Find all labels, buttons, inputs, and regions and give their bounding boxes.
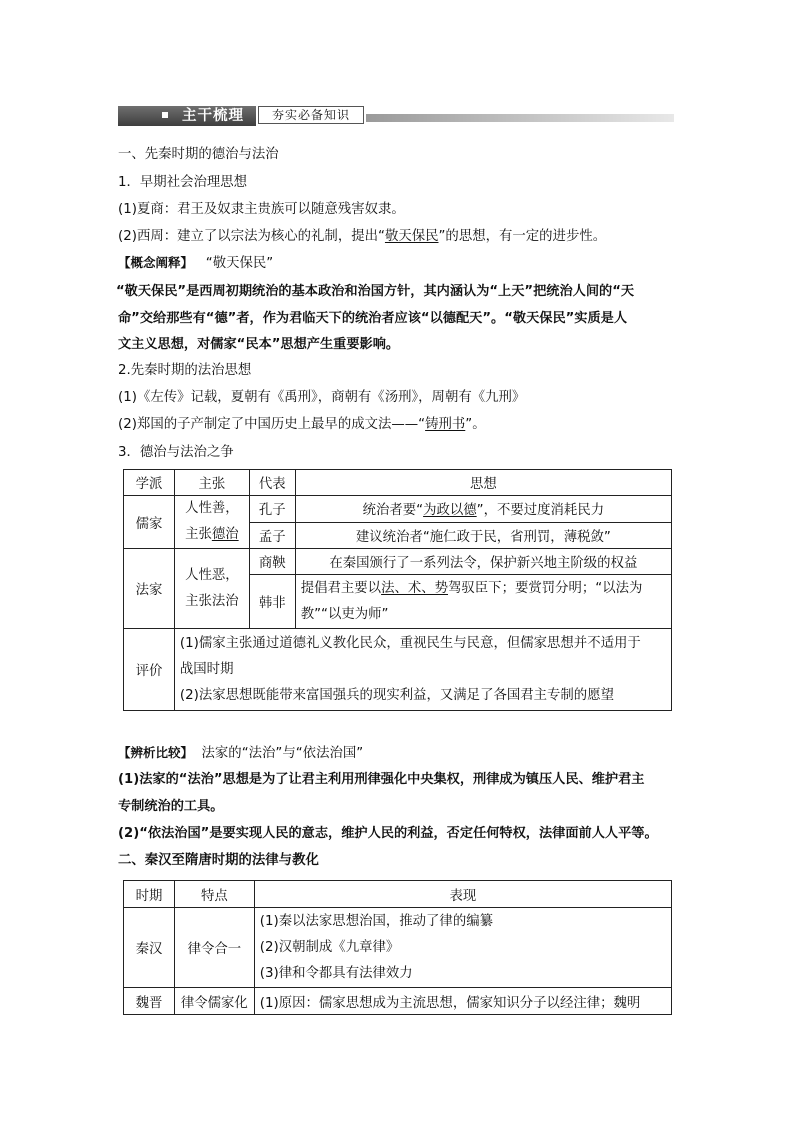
feature-qinhan: 律令合一	[174, 908, 254, 988]
concept-line-3: 文主义思想，对儒家“民本”思想产生重要影响。	[118, 337, 400, 352]
text: (2)汉朝制成《九章律》	[259, 939, 400, 955]
thought-hanfei	[295, 575, 671, 629]
period-weijin: 魏晋	[124, 988, 175, 1015]
text: ”。	[465, 417, 486, 432]
subheading-debate: 3．德治与法治之争	[118, 445, 234, 460]
rep-kongzi: 孔子	[249, 496, 295, 523]
header-cell: 代表	[249, 470, 295, 496]
square-bullet-icon	[162, 112, 168, 118]
rep-shangyang: 商鞅	[249, 549, 295, 575]
table-row	[124, 549, 672, 575]
rep-hanfei: 韩非	[249, 575, 295, 629]
text: (1)儒家主张通过道德礼义教化民众，重视民生与民意，但儒家思想并不适用于	[179, 635, 641, 651]
header-cell: 时期	[124, 881, 175, 908]
text: (2)郑国的子产制定了中国历史上最早的成文法——“	[118, 417, 426, 432]
table-header-row	[124, 470, 672, 496]
text: ”，不要过度消耗民力	[476, 503, 605, 519]
subheading-early-thought: 1．早期社会治理思想	[118, 175, 248, 190]
header-cell: 主张	[174, 470, 249, 496]
table-header-row	[124, 881, 672, 908]
text: 战国时期	[179, 661, 234, 677]
section-heading-1: 一、先秦时期的德治与法治	[118, 147, 279, 162]
table-qinhan-suitang	[123, 880, 672, 1015]
concept-tag: 【概念阐释】	[118, 255, 194, 270]
eval-content	[174, 629, 671, 711]
underlined-term: 德治	[211, 527, 239, 542]
header-cell: 学派	[124, 470, 175, 496]
text: (1)秦以法家思想治国，推动了律的编纂	[259, 913, 493, 929]
banner-title: 主干梳理	[182, 108, 244, 124]
concept-heading	[118, 254, 273, 273]
text: 人性善，	[185, 501, 239, 516]
table-rule-by-virtue-vs-law	[123, 469, 672, 711]
paragraph-zichan	[118, 416, 486, 434]
text	[301, 576, 671, 602]
text: 人性恶，	[185, 567, 239, 583]
school-ru: 儒家	[124, 496, 175, 549]
thought-mengzi: 建议统治者“施仁政于民，省刑罚，薄税敛”	[295, 522, 671, 549]
compare-line-3: (2)“依法治国”是要实现人民的意志，维护人民的利益，否定任何特权，法律面前人人平等。	[118, 826, 658, 841]
performance-qinhan	[254, 908, 671, 988]
table-row	[124, 496, 672, 523]
underlined-term: 为政以德	[423, 503, 477, 519]
performance-weijin: (1)原因：儒家思想成为主流思想，儒家知识分子以经注律；魏明	[254, 988, 671, 1015]
banner-gradient-bar	[366, 114, 674, 122]
section-banner	[118, 104, 676, 126]
paragraph-xizhou	[118, 228, 606, 246]
header-cell: 特点	[174, 881, 254, 908]
text: (2)西周：建立了以宗法为核心的礼制，提出“	[118, 229, 385, 244]
claim-ru	[174, 496, 249, 549]
table-row	[124, 629, 672, 711]
paragraph-xiashang: (1)夏商：君王及奴隶主贵族可以随意残害奴隶。	[118, 202, 405, 217]
claim-fa	[174, 549, 249, 629]
text: 统治者要“	[362, 503, 424, 519]
underlined-term: 法、术、势	[381, 580, 449, 596]
text: 驾驭臣下；要赏罚分明；“以法为	[448, 580, 643, 596]
school-fa: 法家	[124, 549, 175, 629]
compare-line-1: (1)法家的“法治”思想是为了让君主利用刑律强化中央集权，刑律成为镇压人民、维护君主	[118, 772, 645, 787]
header-cell: 思想	[295, 470, 671, 496]
text: (3)律和令都具有法律效力	[259, 965, 413, 981]
compare-line-2: 专制统治的工具。	[118, 799, 224, 814]
feature-weijin: 律令儒家化	[174, 988, 254, 1015]
thought-shangyang: 在秦国颁行了一系列法令，保护新兴地主阶级的权益	[295, 549, 671, 575]
text: 教”“以吏为师”	[300, 606, 389, 622]
text: 主张	[185, 527, 212, 542]
table-row	[124, 988, 672, 1015]
section-heading-2: 二、秦汉至隋唐时期的法律与教化	[118, 853, 319, 868]
period-qinhan: 秦汉	[124, 908, 175, 988]
header-cell: 表现	[254, 881, 671, 908]
underlined-term: 敬天保民	[384, 229, 439, 244]
compare-tag: 【辨析比较】	[118, 745, 194, 760]
subheading-legal-thought: 2.先秦时期的法治思想	[118, 363, 252, 378]
thought-kongzi	[295, 496, 671, 523]
text: 提倡君主要以	[300, 580, 382, 596]
concept-line-2: 命”交给那些有“德”者，作为君临天下的统治者应该“以德配天”。“敬天保民”实质是人	[118, 311, 628, 326]
paragraph-zuozhuan: (1)《左传》记载，夏朝有《禹刑》，商朝有《汤刑》，周朝有《九刑》	[118, 390, 526, 405]
rep-mengzi: 孟子	[249, 522, 295, 549]
text: 主张法治	[185, 593, 239, 609]
text: (2)法家思想既能带来富国强兵的现实利益，又满足了各国君主专制的愿望	[179, 687, 614, 703]
eval-label: 评价	[124, 629, 175, 711]
concept-title: “敬天保民”	[205, 256, 274, 271]
table-row	[124, 908, 672, 988]
compare-title: 法家的“法治”与“依法治国”	[201, 746, 364, 761]
text: ”的思想，有一定的进步性。	[438, 229, 607, 244]
concept-line-1: “敬天保民”是西周初期统治的基本政治和治国方针，其内涵认为“上天”把统治人间的“天	[116, 284, 635, 299]
text	[175, 522, 249, 548]
banner-subtitle: 夯实必备知识	[258, 106, 364, 124]
compare-heading	[118, 744, 363, 763]
underlined-term: 铸刑书	[425, 417, 466, 432]
